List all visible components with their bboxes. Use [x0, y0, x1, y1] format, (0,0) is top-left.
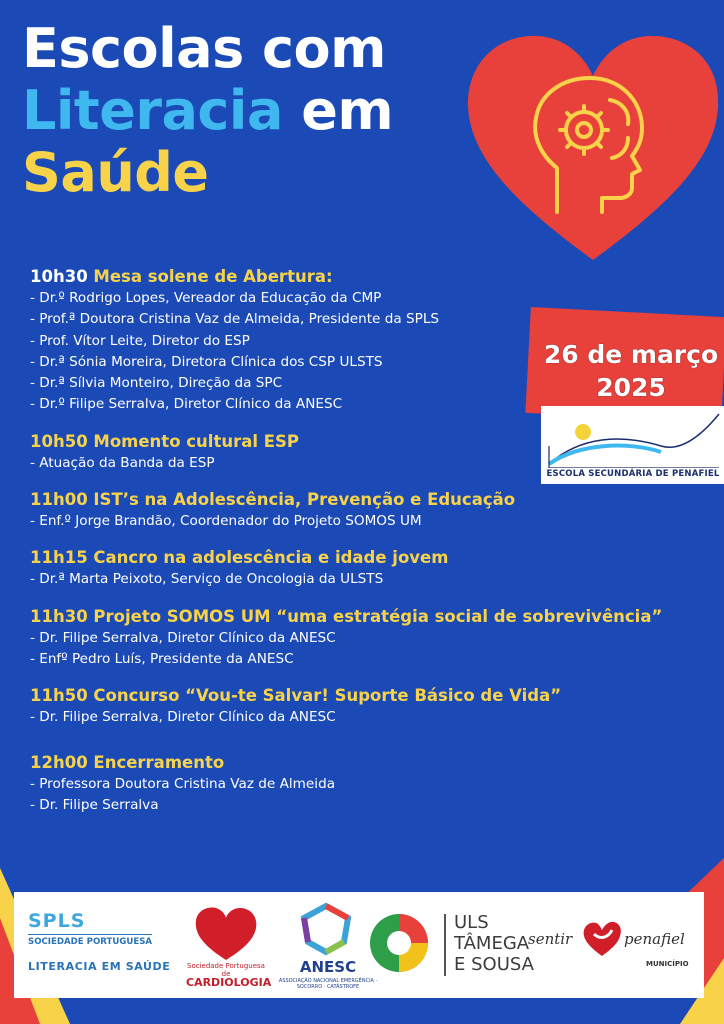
program-item	[30, 265, 720, 416]
uls-logo-line-1: ULS	[454, 912, 489, 933]
cardiology-logo-line-2: CARDIOLOGIA	[186, 976, 272, 989]
poster-title	[22, 18, 393, 204]
spls-logo-name: SPLS	[28, 910, 86, 932]
anesc-logo-icon	[298, 902, 354, 956]
program-time: 11h15	[30, 548, 88, 568]
program-line: - Prof.ª Doutora Cristina Vaz de Almeida, Presidente da SPLS	[30, 311, 440, 328]
penafiel-logo-left: sentir	[528, 930, 573, 948]
program-time: 12h00	[30, 752, 88, 772]
program-item	[30, 605, 720, 671]
school-logo-label: ESCOLA SECUNDÁRIA DE PENAFIEL	[546, 469, 720, 479]
program-line: - Dr. Filipe Serralva, Diretor Clínico da ANESC	[30, 709, 336, 726]
program-item	[30, 684, 720, 728]
program-line: - Dr.º Rodrigo Lopes, Vereador da Educação da CMP	[30, 290, 382, 306]
program-title: Cancro na adolescência e idade jovem	[93, 548, 449, 568]
program-line: - Atuação da Banda da ESP	[30, 454, 215, 471]
heart-brain-icon	[462, 28, 724, 266]
uls-logo-line-2: TÂMEGA	[454, 933, 530, 954]
uls-logo-line-3: E SOUSA	[454, 954, 534, 975]
anesc-logo-subtitle: ASSOCIAÇÃO NACIONAL EMERGÊNCIA · SOCORRO · CATÁSTROFE	[278, 978, 378, 990]
penafiel-logo-right: penafiel	[624, 930, 685, 948]
uls-divider	[444, 914, 446, 976]
program-item	[30, 546, 720, 590]
title-line-2-white: em	[282, 79, 394, 142]
program-title: Momento cultural ESP	[93, 431, 300, 451]
program-line: - Enf.º Jorge Brandão, Coordenador do Projeto SOMOS UM	[30, 513, 422, 530]
program-line: - Dr.ª Marta Peixoto, Serviço de Oncologia da ULSTS	[30, 571, 384, 588]
spls-logo-line-2: LITERACIA EM SAÚDE	[28, 960, 171, 973]
uls-circle-logo-icon	[368, 912, 430, 974]
program-time: 11h50	[30, 686, 88, 706]
program-line: - Dr.º Filipe Serralva, Diretor Clínico da ANESC	[30, 396, 343, 413]
title-line-2-blue: Literacia	[22, 79, 283, 142]
program-time: 11h30	[30, 606, 88, 626]
program-line: - Enfº Pedro Luís, Presidente da ANESC	[30, 650, 294, 667]
program-time: 10h30	[30, 267, 88, 286]
program-time: 11h00	[30, 490, 88, 510]
program-title: Encerramento	[93, 752, 225, 772]
program-item	[30, 488, 720, 532]
event-date-year: 2025	[596, 373, 666, 402]
cardiology-logo-line-1: Sociedade Portuguesa de	[187, 962, 265, 978]
program-title: Mesa solene de Abertura:	[93, 267, 333, 286]
penafiel-heart-icon	[580, 920, 624, 958]
program-item	[30, 430, 720, 474]
program-line: - Prof. Vítor Leite, Diretor do ESP	[30, 332, 250, 349]
program	[30, 265, 720, 830]
penafiel-logo-subtitle: MUNICÍPIO	[646, 960, 689, 968]
program-line: - Dr.ª Sónia Moreira, Diretora Clínica dos CSP ULSTS	[30, 353, 383, 370]
program-title: Projeto SOMOS UM “uma estratégia social de sobrevivência”	[93, 606, 663, 626]
program-line: - Dr.ª Sílvia Monteiro, Direção da SPC	[30, 375, 283, 392]
program-item	[30, 751, 720, 817]
event-date-day: 26 de março	[543, 340, 719, 369]
program-line: - Dr. Filipe Serralva, Diretor Clínico da ANESC	[30, 629, 336, 646]
title-line-3: Saúde	[22, 141, 209, 204]
program-line: - Professora Doutora Cristina Vaz de Almeida	[30, 775, 336, 792]
anesc-logo-name: ANESC	[299, 958, 357, 976]
program-time: 10h50	[30, 431, 88, 451]
spls-logo-line-1: SOCIEDADE PORTUGUESA	[28, 934, 152, 947]
cardiology-heart-icon	[190, 902, 262, 964]
program-title: IST’s na Adolescência, Prevenção e Educação	[93, 490, 516, 510]
uls-logo-text	[454, 912, 534, 975]
sponsors-bar	[14, 892, 704, 998]
program-line: - Dr. Filipe Serralva	[30, 796, 159, 813]
title-line-1: Escolas com	[22, 17, 386, 80]
program-title: Concurso “Vou-te Salvar! Suporte Básico de Vida”	[93, 686, 562, 706]
